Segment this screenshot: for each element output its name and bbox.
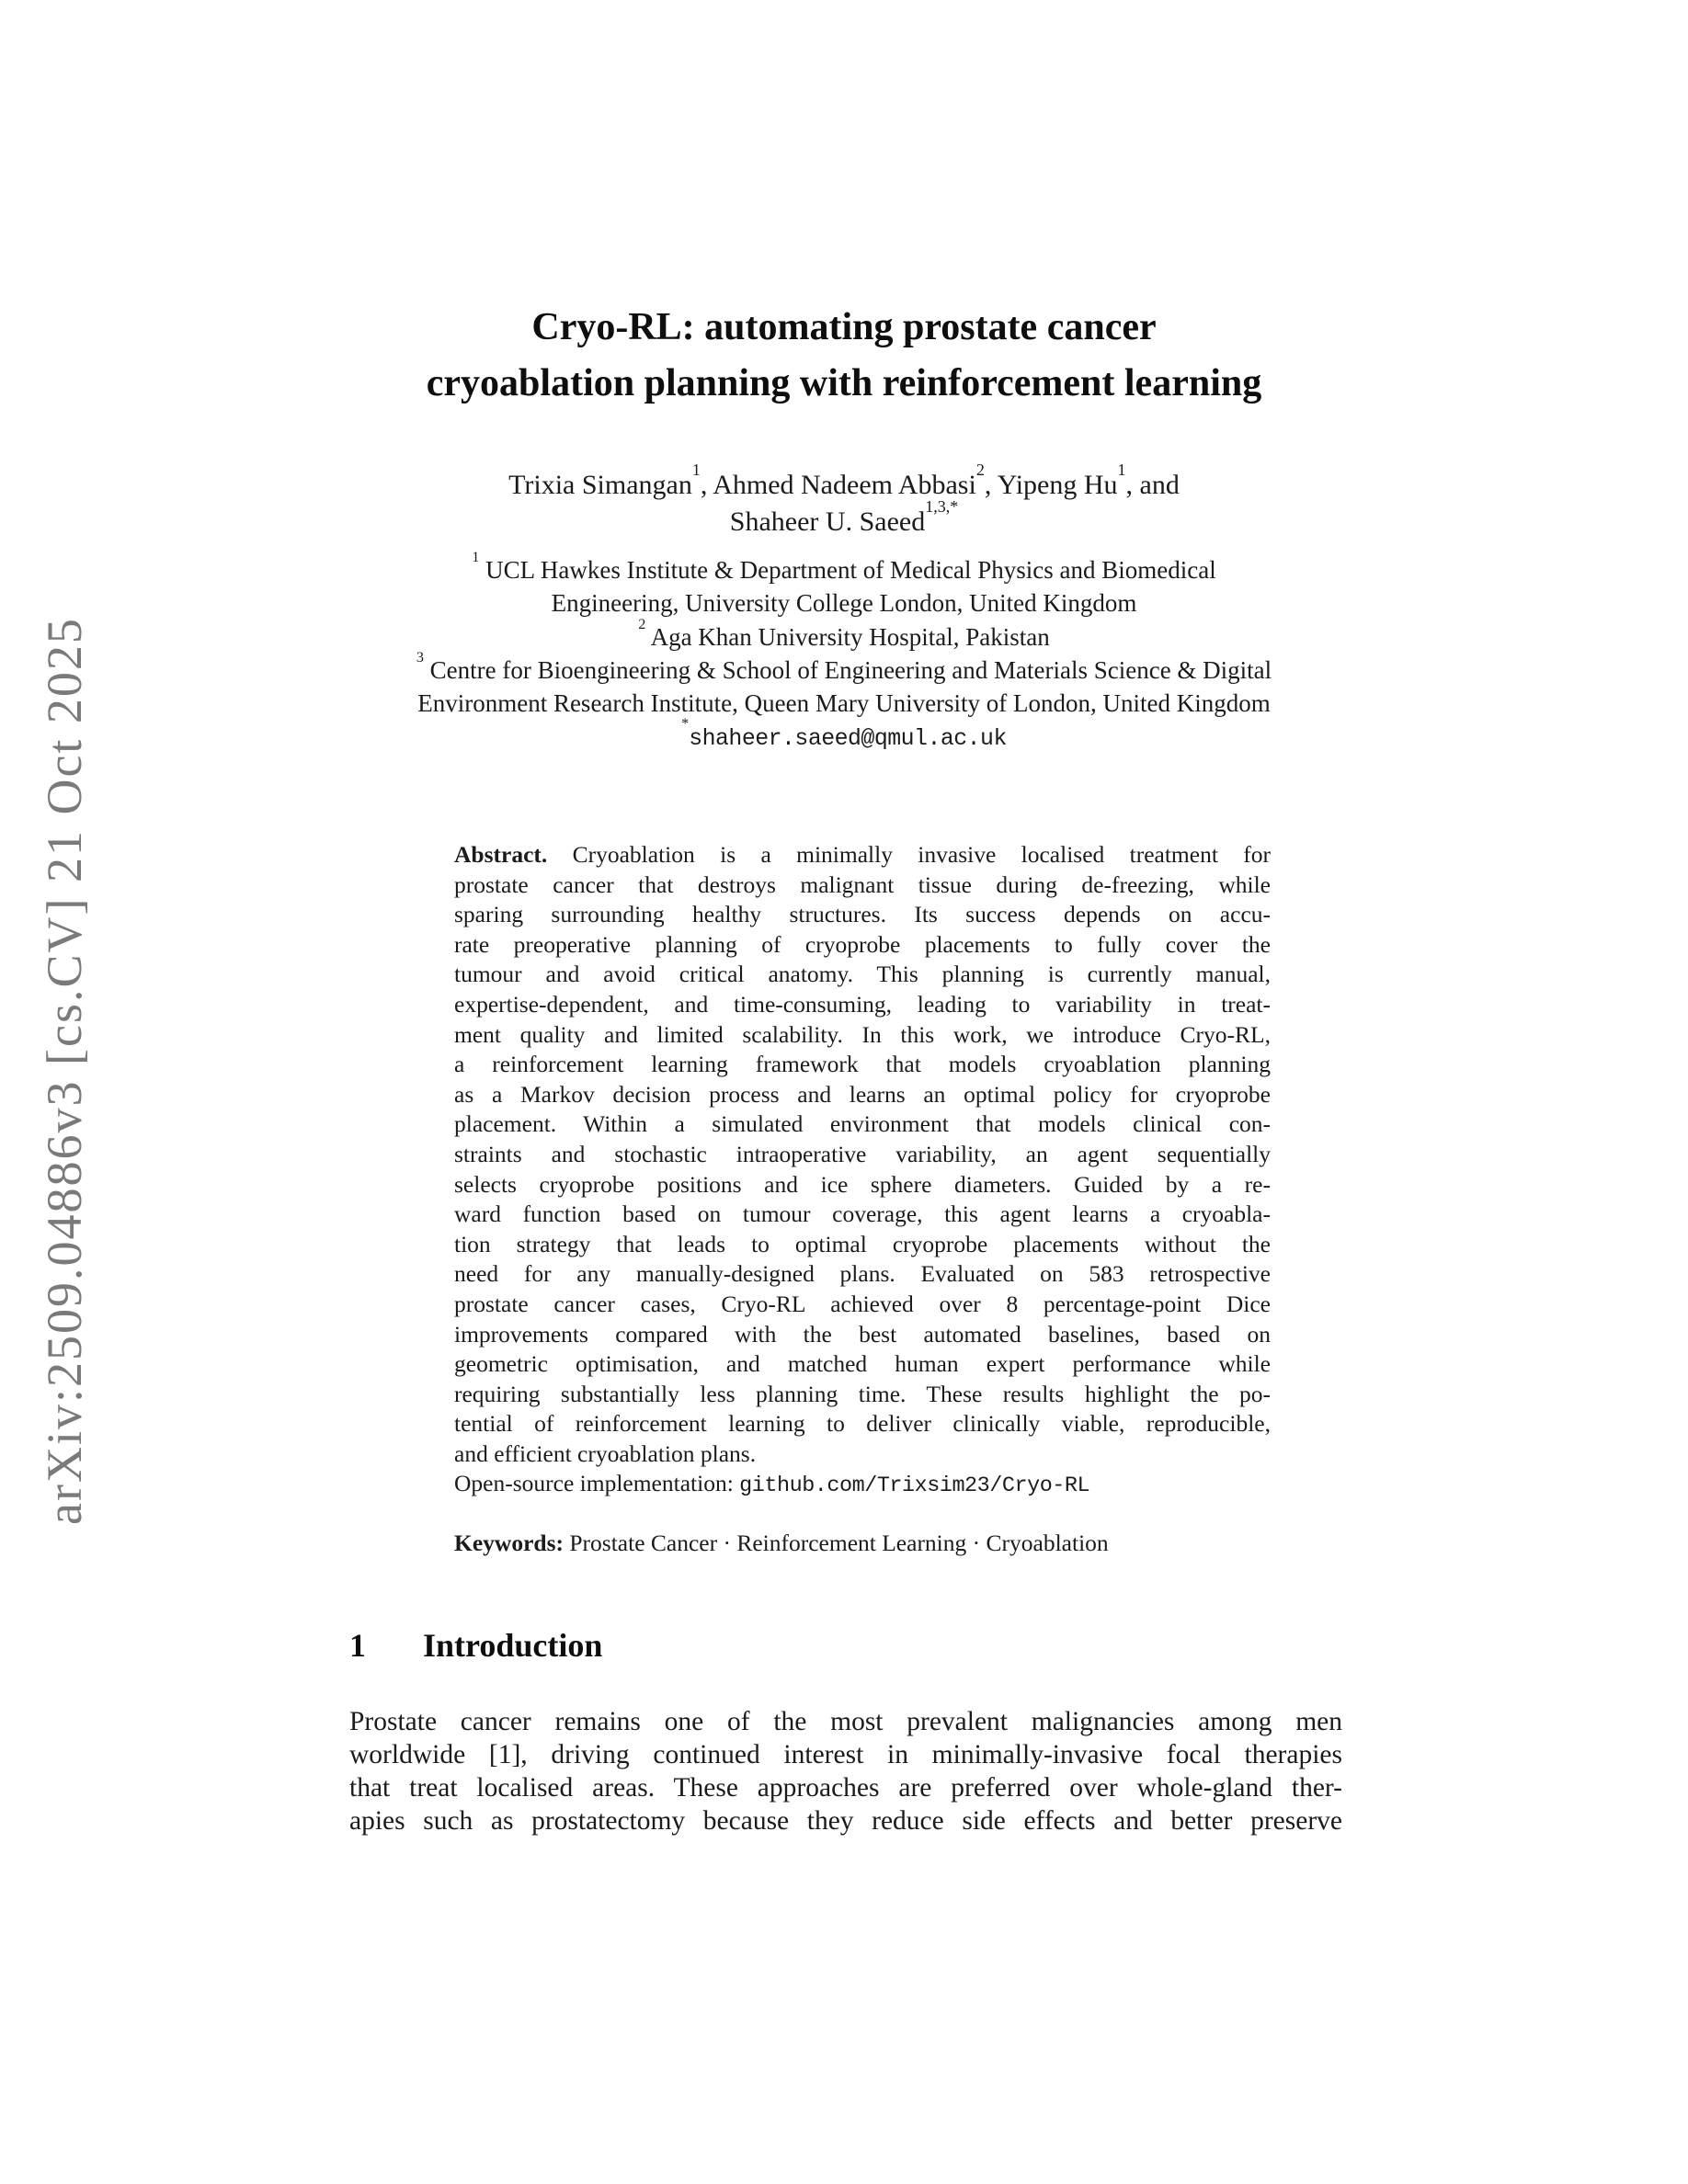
text-segment: 2 (638, 615, 646, 632)
text-segment: , Ahmed Nadeem Abbasi (700, 470, 976, 500)
abstract-line (454, 1200, 1271, 1230)
text-segment: Centre for Bioengineering & School of Engineering and Materials Science & Digital (423, 655, 1272, 684)
text-segment: , and (1125, 470, 1180, 500)
text-segment: , Yipeng Hu (984, 470, 1118, 500)
text-segment: 2 (975, 461, 985, 479)
text-segment: selects cryoprobe positions and ice sphere diameters. Guided by a re- (454, 1170, 1271, 1198)
text-segment: worldwide [1], driving continued interest in minimally-invasive focal therapies (349, 1740, 1342, 1769)
abstract-body (454, 840, 1271, 1469)
text-segment: Engineering, University College London, United Kingdom (551, 589, 1137, 618)
text-segment: Aga Khan University Hospital, Pakistan (645, 622, 1050, 651)
abstract-line (454, 1380, 1271, 1410)
text-segment: geometric optimisation, and matched human expert performance while (454, 1350, 1271, 1378)
text-segment: tumour and avoid critical anatomy. This planning is currently manual, (454, 961, 1271, 988)
abstract-line (454, 1409, 1271, 1439)
abstract-line (454, 900, 1271, 930)
paper-title-line (348, 300, 1340, 356)
abstract-line (454, 1349, 1271, 1380)
abstract-line (454, 1230, 1271, 1260)
text-segment: ment quality and limited scalability. In this work, we introduce Cryo-RL, (454, 1020, 1271, 1048)
text-segment: Shaheer U. Saeed (729, 506, 926, 537)
text-segment: 3 (416, 648, 424, 665)
keywords (454, 1530, 1282, 1557)
abstract-line (454, 1020, 1271, 1051)
paper-title (348, 300, 1340, 412)
opensource-line (454, 1469, 1271, 1502)
affiliation-line (136, 648, 1552, 687)
abstract-line (454, 1080, 1271, 1110)
email-link[interactable]: shaheer.saeed@qmul.ac.uk (689, 726, 1007, 753)
abstract-line (454, 1050, 1271, 1080)
abstract-line (454, 1290, 1271, 1320)
abstract-line (454, 1140, 1271, 1170)
text-segment: Prostate cancer remains one of the most prevalent malignancies among men (349, 1707, 1342, 1736)
text-segment: Open-source implementation: (454, 1470, 740, 1497)
text-segment: Environment Research Institute, Queen Mary University of London, United Kingdom (417, 689, 1271, 718)
text-segment: rate preoperative planning of cryoprobe placements to fully cover the (454, 930, 1271, 958)
text-segment: apies such as prostatectomy because they reduce side effects and better preserve (349, 1806, 1342, 1836)
affiliation-line (136, 548, 1552, 586)
text-segment: tential of reinforcement learning to deliver clinically viable, reproducible, (454, 1410, 1271, 1438)
body-text-line (349, 1804, 1342, 1837)
section-number: 1 (349, 1627, 366, 1664)
abstract-line (454, 990, 1271, 1020)
body-text-line (349, 1771, 1342, 1804)
text-segment: that treat localised areas. These approaches are preferred over whole-gland ther- (349, 1773, 1342, 1803)
abstract-line (454, 1259, 1271, 1290)
text-segment: a reinforcement learning framework that models cryoablation planning (454, 1051, 1271, 1078)
text-segment: Prostate Cancer · Reinforcement Learning · Cryoablation (563, 1530, 1109, 1556)
text-segment: and efficient cryoablation plans. (454, 1439, 757, 1467)
section-heading (349, 1625, 1342, 1666)
affiliations (136, 548, 1552, 756)
abstract-line (454, 1439, 1271, 1470)
text-segment: placement. Within a simulated environment that models clinical con- (454, 1110, 1271, 1138)
text-segment: sparing surrounding healthy structures. Its success depends on accu- (454, 901, 1271, 928)
abstract-label: Abstract. (454, 841, 548, 868)
text-segment: Trixia Simangan (508, 470, 692, 500)
abstract-line (454, 930, 1271, 961)
abstract-line (454, 1170, 1271, 1200)
text-segment: 1 (1117, 461, 1126, 479)
intro-paragraph (349, 1705, 1342, 1837)
abstract-line (454, 870, 1271, 901)
abstract-line (454, 1320, 1271, 1350)
text-segment: requiring substantially less planning time. These results highlight the po- (454, 1380, 1271, 1407)
arxiv-watermark: arXiv:2509.04886v3 [cs.CV] 21 Oct 2025 (37, 617, 92, 1525)
keywords-label: Keywords: (454, 1530, 564, 1556)
body-text-line (349, 1705, 1342, 1738)
text-segment: Cryoablation is a minimally invasive localised treatment for (547, 841, 1271, 868)
text-segment: 1,3,* (925, 497, 959, 516)
affiliation-line (136, 615, 1552, 654)
text-segment: improvements compared with the best automated baselines, based on (454, 1320, 1271, 1348)
affiliation-line (136, 586, 1552, 620)
text-segment: Cryo-RL: automating prostate cancer (531, 306, 1157, 348)
text-segment: 1 (691, 461, 701, 479)
abstract-line (454, 960, 1271, 990)
abstract-line (454, 840, 1271, 870)
section-title: Introduction (423, 1627, 603, 1664)
text-segment: UCL Hawkes Institute & Department of Medical Physics and Biomedical (479, 556, 1216, 584)
paper-title-line (348, 356, 1340, 412)
text-segment: * (681, 715, 690, 733)
abstract (454, 840, 1271, 1502)
text-segment: expertise-dependent, and time-consuming, leading to variability in treat- (454, 990, 1271, 1018)
affiliation-line (136, 687, 1552, 720)
github-link[interactable]: github.com/Trixsim23/Cryo-RL (739, 1473, 1090, 1499)
body-text-line (349, 1738, 1342, 1771)
text-segment: prostate cancer that destroys malignant tissue during de-freezing, while (454, 870, 1271, 898)
text-segment: tion strategy that leads to optimal cryoprobe placements without the (454, 1230, 1271, 1257)
text-segment: need for any manually-designed plans. Evaluated on 583 retrospective (454, 1260, 1271, 1288)
affiliation-line (136, 715, 1552, 756)
abstract-line (454, 1109, 1271, 1140)
author-line (348, 497, 1340, 540)
text-segment: ward function based on tumour coverage, this agent learns a cryoabla- (454, 1200, 1271, 1228)
text-segment: straints and stochastic intraoperative variability, an agent sequentially (454, 1140, 1271, 1167)
author-list (348, 461, 1340, 540)
text-segment: prostate cancer cases, Cryo-RL achieved over 8 percentage-point Dice (454, 1290, 1271, 1317)
author-line (348, 461, 1340, 504)
text-segment: cryoablation planning with reinforcement learning (426, 362, 1262, 404)
text-segment: as a Markov decision process and learns an optimal policy for cryoprobe (454, 1080, 1271, 1108)
text-segment: 1 (472, 548, 480, 565)
